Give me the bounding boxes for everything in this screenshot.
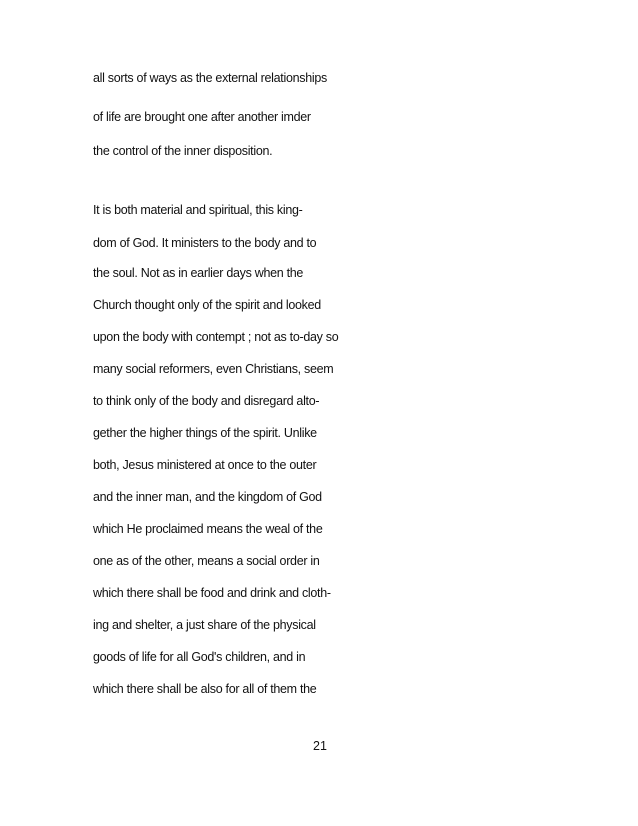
text-line: to think only of the body and disregard alto- [93, 394, 320, 408]
text-line: which there shall be food and drink and cloth- [93, 586, 331, 600]
text-line: which He proclaimed means the weal of the [93, 522, 323, 536]
text-line: many social reformers, even Christians, seem [93, 362, 334, 376]
text-line: both, Jesus ministered at once to the outer [93, 458, 317, 472]
text-line: one as of the other, means a social order in [93, 554, 320, 568]
text-line: upon the body with contempt ; not as to-day so [93, 330, 339, 344]
text-line: of life are brought one after another imder [93, 110, 311, 124]
text-line: It is both material and spiritual, this king- [93, 203, 303, 217]
page-number: 21 [313, 739, 327, 753]
text-line: and the inner man, and the kingdom of God [93, 490, 322, 504]
text-line: goods of life for all God's children, and in [93, 650, 306, 664]
text-line: the soul. Not as in earlier days when the [93, 266, 304, 280]
text-line: which there shall be also for all of them the [93, 682, 317, 696]
text-line: the control of the inner disposition. [93, 144, 273, 158]
text-line: dom of God. It ministers to the body and to [93, 236, 317, 250]
text-line: all sorts of ways as the external relationships [93, 71, 327, 85]
text-line: gether the higher things of the spirit. Unlike [93, 426, 317, 440]
text-line: Church thought only of the spirit and looked [93, 298, 321, 312]
text-line: ing and shelter, a just share of the physical [93, 618, 316, 632]
